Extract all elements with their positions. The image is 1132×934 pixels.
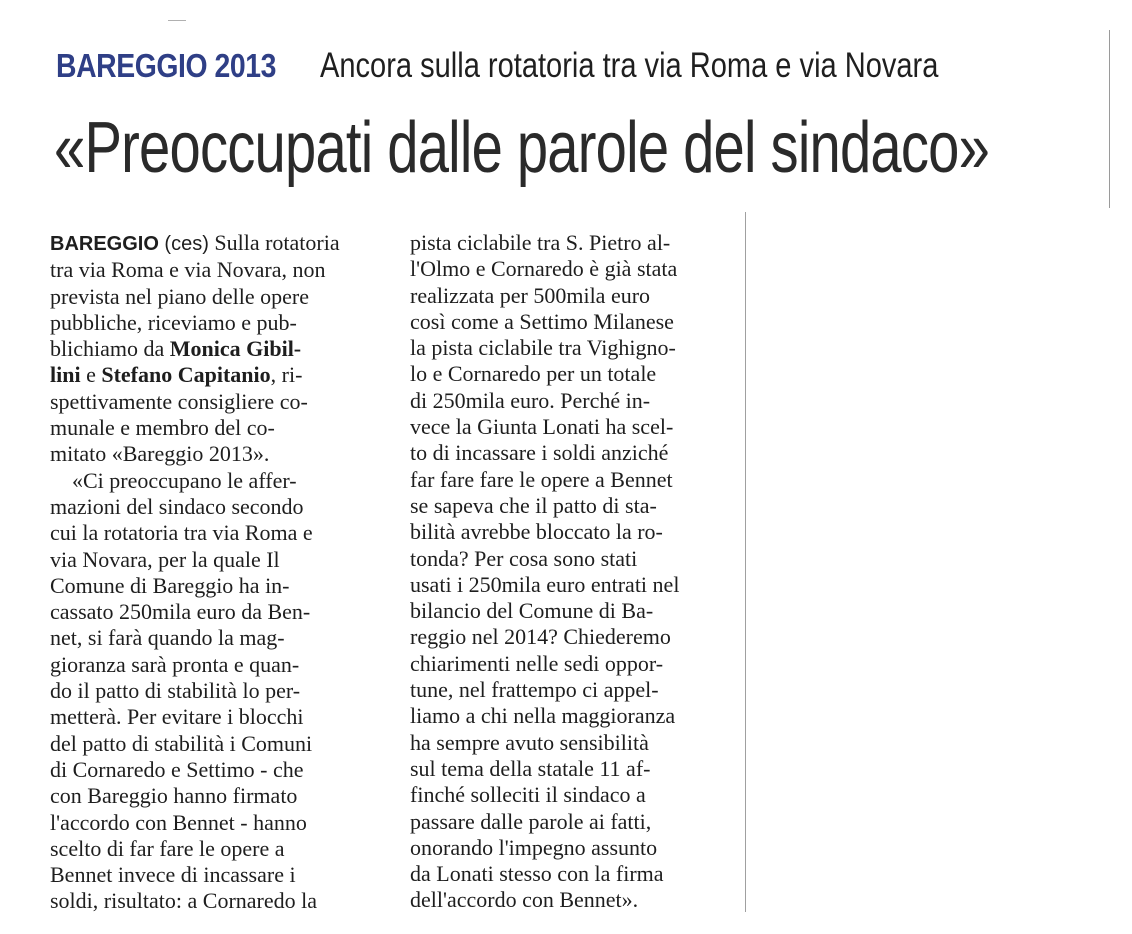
text-line: se sapeva che il patto di sta-: [410, 492, 657, 518]
text-line: di 250mila euro. Perché in-: [410, 387, 651, 413]
text-line: l'accordo con Bennet - hanno: [50, 809, 307, 835]
text-line: del patto di stabilità i Comuni: [50, 730, 313, 756]
article-column-2: [410, 230, 740, 914]
kicker: [56, 46, 1065, 96]
text-line: to di incassare i soldi anziché: [410, 440, 669, 466]
text-line: soldi, risultato: a Cornaredo la: [50, 888, 317, 914]
text-line: realizzata per 500mila euro: [410, 282, 651, 308]
paragraph: [50, 468, 380, 915]
text-line: passare dalle parole ai fatti,: [410, 808, 652, 834]
text-line: pubbliche, riceviamo e pub-: [50, 309, 297, 335]
text-line: chiarimenti nelle sedi oppor-: [410, 650, 664, 676]
top-rule: [168, 20, 186, 21]
text-line: [50, 362, 380, 388]
author-name: lini: [50, 362, 81, 388]
text-line: do il patto di stabilità lo per-: [50, 678, 301, 704]
text-line: così come a Settimo Milanese: [410, 308, 674, 334]
text-line: sul tema della statale 11 af-: [410, 755, 651, 781]
text-line: da Lonati stesso con la firma: [410, 861, 664, 887]
headline: «Preoccupati dalle parole del sindaco»: [54, 108, 990, 188]
text-line: di Cornaredo e Settimo - che: [50, 756, 304, 782]
text-line: Comune di Bareggio ha in-: [50, 572, 290, 598]
text-line: munale e membro del co-: [50, 415, 275, 441]
article-column-1: [50, 230, 380, 915]
kicker-text: Ancora sulla rotatoria tra via Roma e via Novara: [320, 46, 939, 85]
text-line: ha sempre avuto sensibilità: [410, 729, 649, 755]
text-line: liamo a chi nella maggioranza: [410, 703, 676, 729]
text-line: vece la Giunta Lonati ha scel-: [410, 414, 674, 440]
text-line: finché solleciti il sindaco a: [410, 782, 646, 808]
text-line: tonda? Per cosa sono stati: [410, 545, 638, 571]
dateline: BAREGGIO: [50, 233, 159, 255]
text-line: tune, nel frattempo ci appel-: [410, 677, 659, 703]
text-line: via Novara, per la quale Il: [50, 546, 280, 572]
text-line: [50, 230, 380, 257]
text-line: bilità avrebbe bloccato la ro-: [410, 519, 663, 545]
text-segment: Sulla rotatoria: [214, 230, 340, 255]
text-line: gioranza sarà pronta e quan-: [50, 651, 300, 677]
right-rule: [1109, 30, 1110, 208]
text-line: pista ciclabile tra S. Pietro al-: [410, 230, 671, 255]
text-line: l'Olmo e Cornaredo è già stata: [410, 256, 678, 282]
text-line: lo e Cornaredo per un totale: [410, 361, 657, 387]
text-segment: blichiamo da: [50, 336, 170, 362]
author-name: Monica Gibil-: [169, 336, 302, 362]
text-line: spettivamente consigliere co-: [50, 388, 308, 414]
text-line: mazioni del sindaco secondo: [50, 493, 304, 519]
text-line: onorando l'impegno assunto: [410, 834, 658, 860]
text-line: Bennet invece di incassare i: [50, 862, 296, 888]
text-line: reggio nel 2014? Chiederemo: [410, 624, 671, 650]
text-line: «Ci preoccupano le affer-: [72, 467, 297, 493]
text-line: la pista ciclabile tra Vighigno-: [410, 335, 676, 361]
text-line: metterà. Per evitare i blocchi: [50, 704, 304, 730]
text-line: cassato 250mila euro da Ben-: [50, 599, 311, 625]
text-line: con Bareggio hanno firmato: [50, 783, 298, 809]
text-line: scelto di far fare le opere a: [50, 835, 285, 861]
text-line: mitato «Bareggio 2013».: [50, 441, 270, 467]
credit: (ces): [164, 233, 209, 255]
text-line: tra via Roma e via Novara, non: [50, 257, 326, 283]
column-rule: [745, 212, 746, 912]
text-line: dell'accordo con Bennet».: [410, 887, 639, 913]
kicker-tag: BAREGGIO 2013: [56, 47, 276, 84]
text-line: prevista nel piano delle opere: [50, 283, 310, 309]
text-segment: e: [80, 362, 102, 388]
text-line: far fare fare le opere a Bennet: [410, 466, 673, 492]
paragraph: [50, 230, 380, 468]
text-line: bilancio del Comune di Ba-: [410, 598, 654, 624]
paragraph: [410, 230, 740, 914]
text-line: usati i 250mila euro entrati nel: [410, 571, 680, 597]
text-segment: , ri-: [270, 362, 303, 388]
text-line: cui la rotatoria tra via Roma e: [50, 520, 313, 546]
text-line: net, si farà quando la mag-: [50, 625, 285, 651]
text-line: [50, 336, 380, 362]
author-name: Stefano Capitanio: [101, 362, 271, 388]
